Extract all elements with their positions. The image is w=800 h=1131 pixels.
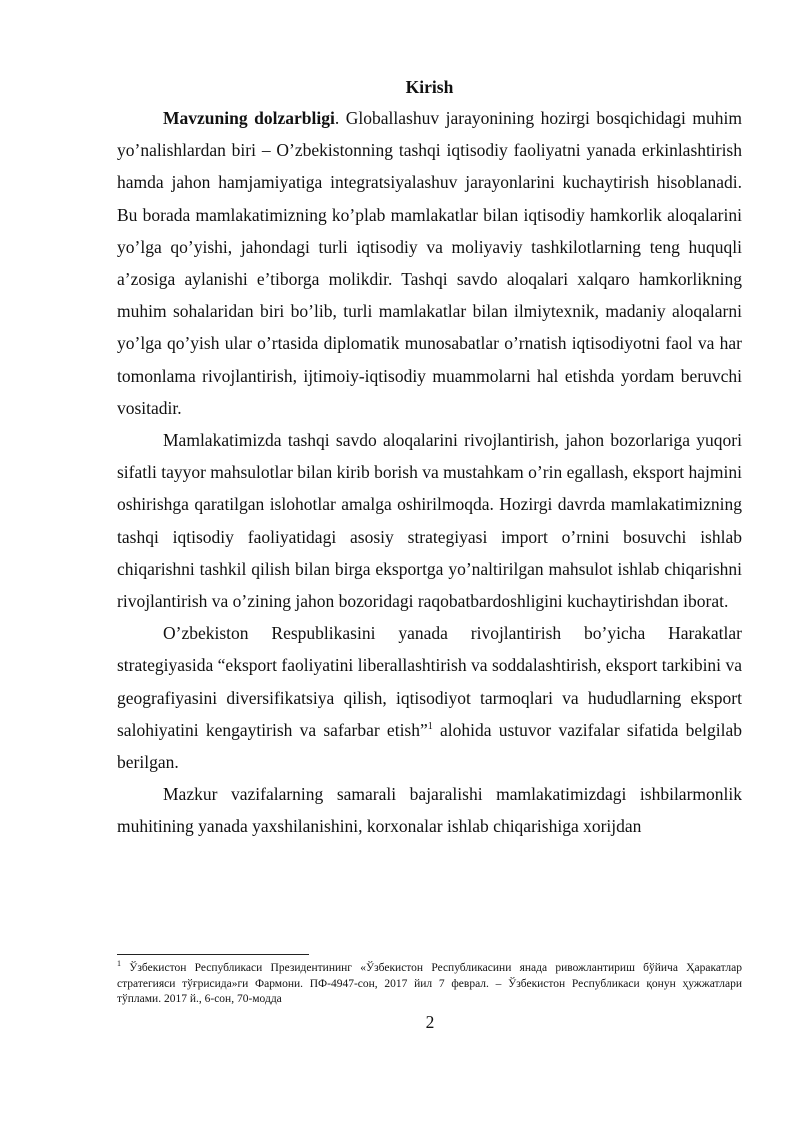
section-heading: Kirish xyxy=(405,77,454,97)
page-number: 2 xyxy=(425,1012,435,1032)
paragraph-4: Mazkur vazifalarning samarali bajaralishi mamlakatimizdagi ishbilarmonlik muhitining yanada yaxshilanishini, korxonalar ishlab chiqarishiga xorijdan xyxy=(117,784,742,837)
paragraph-3-text: O’zbekiston Respublikasini yanada rivojlantirish bo’yicha Harakatlar strategiyasida “eksport faoliyatini liberallashtirish va soddalashtirish, eksport tarkibini va geografiyasini diversifikatsiya qilish, iqtisodiyot tarmoqlari va hududlarning eksport salohiyatini kengaytirish va safarbar etish” xyxy=(117,623,742,740)
paragraph-1-text: . Globallashuv jarayonining hozirgi bosqichidagi muhim yo’nalishlardan biri – O’zbekistonning tashqi iqtisodiy faoliyatni yanada erkinlashtirish hamda jahon hamjamiyatiga integratsiyalashuv jarayonlarini kuchaytirish hisoblanadi. Bu borada mamlakatimizning ko’plab mamlakatlar bilan iqtisodiy hamkorlik aloqalarini yo’lga qo’yishi, jahondagi turli iqtisodiy va moliyaviy tashkilotlarning teng huquqli a’zosiga aylanishi e’tiborga molikdir. Tashqi savdo aloqalari xalqaro hamkorlikning muhim sohalaridan biri bo’lib, turli mamlakatlar bilan ilmiytexnik, madaniy aloqalarni yo’lga qo’yish ular o’rtasida diplomatik munosabatlar o’rnatish iqtisodiyotni faol va har tomonlama rivojlantirish, ijtimoiy-iqtisodiy muammolarni hal etishda yordam beruvchi vositadir. xyxy=(117,108,742,418)
paragraph-2: Mamlakatimizda tashqi savdo aloqalarini rivojlantirish, jahon bozorlariga yuqori sifatli tayyor mahsulotlar bilan kirib borish va mustahkam o’rin egallash, eksport hajmini oshirishga qaratilgan islohotlar amalga oshirilmoqda. Hozirgi davrda mamlakatimizning tashqi iqtisodiy faoliyatidagi asosiy strategiyasi import o’rnini bosuvchi ishlab chiqarishni tashkil qilish bilan birga eksportga yo’naltirilgan mahsulot ishlab chiqarishni rivojlantirish va o’zining jahon bozoridagi raqobatbardoshligini kuchaytirishdan iborat. xyxy=(117,430,743,612)
footnote xyxy=(117,961,742,1008)
body-text xyxy=(117,102,742,843)
footnote-reference[interactable]: 1 xyxy=(427,721,433,733)
footnote-separator xyxy=(117,954,309,955)
paragraph-1 xyxy=(117,102,742,424)
paragraph-3 xyxy=(117,617,742,778)
paragraph-3-text-after: alohida ustuvor vazifalar sifatida belgilab berilgan. xyxy=(117,719,742,773)
footnote-marker: 1 xyxy=(117,959,121,969)
paragraph-1-lead: Mavzuning dolzarbligi xyxy=(163,108,335,128)
footnote-text: Ўзбекистон Республикаси Президентининг «Ўзбекистон Республикасини янада ривожлантириш бўйича Ҳаракатлар стратегияси тўғрисида»ги Фармони. ПФ-4947-сон, 2017 йил 7 феврал. – Ўзбекистон Республикаси қонун ҳужжатлари тўплами. 2017 й., 6-сон, 70-модда xyxy=(117,962,742,1005)
